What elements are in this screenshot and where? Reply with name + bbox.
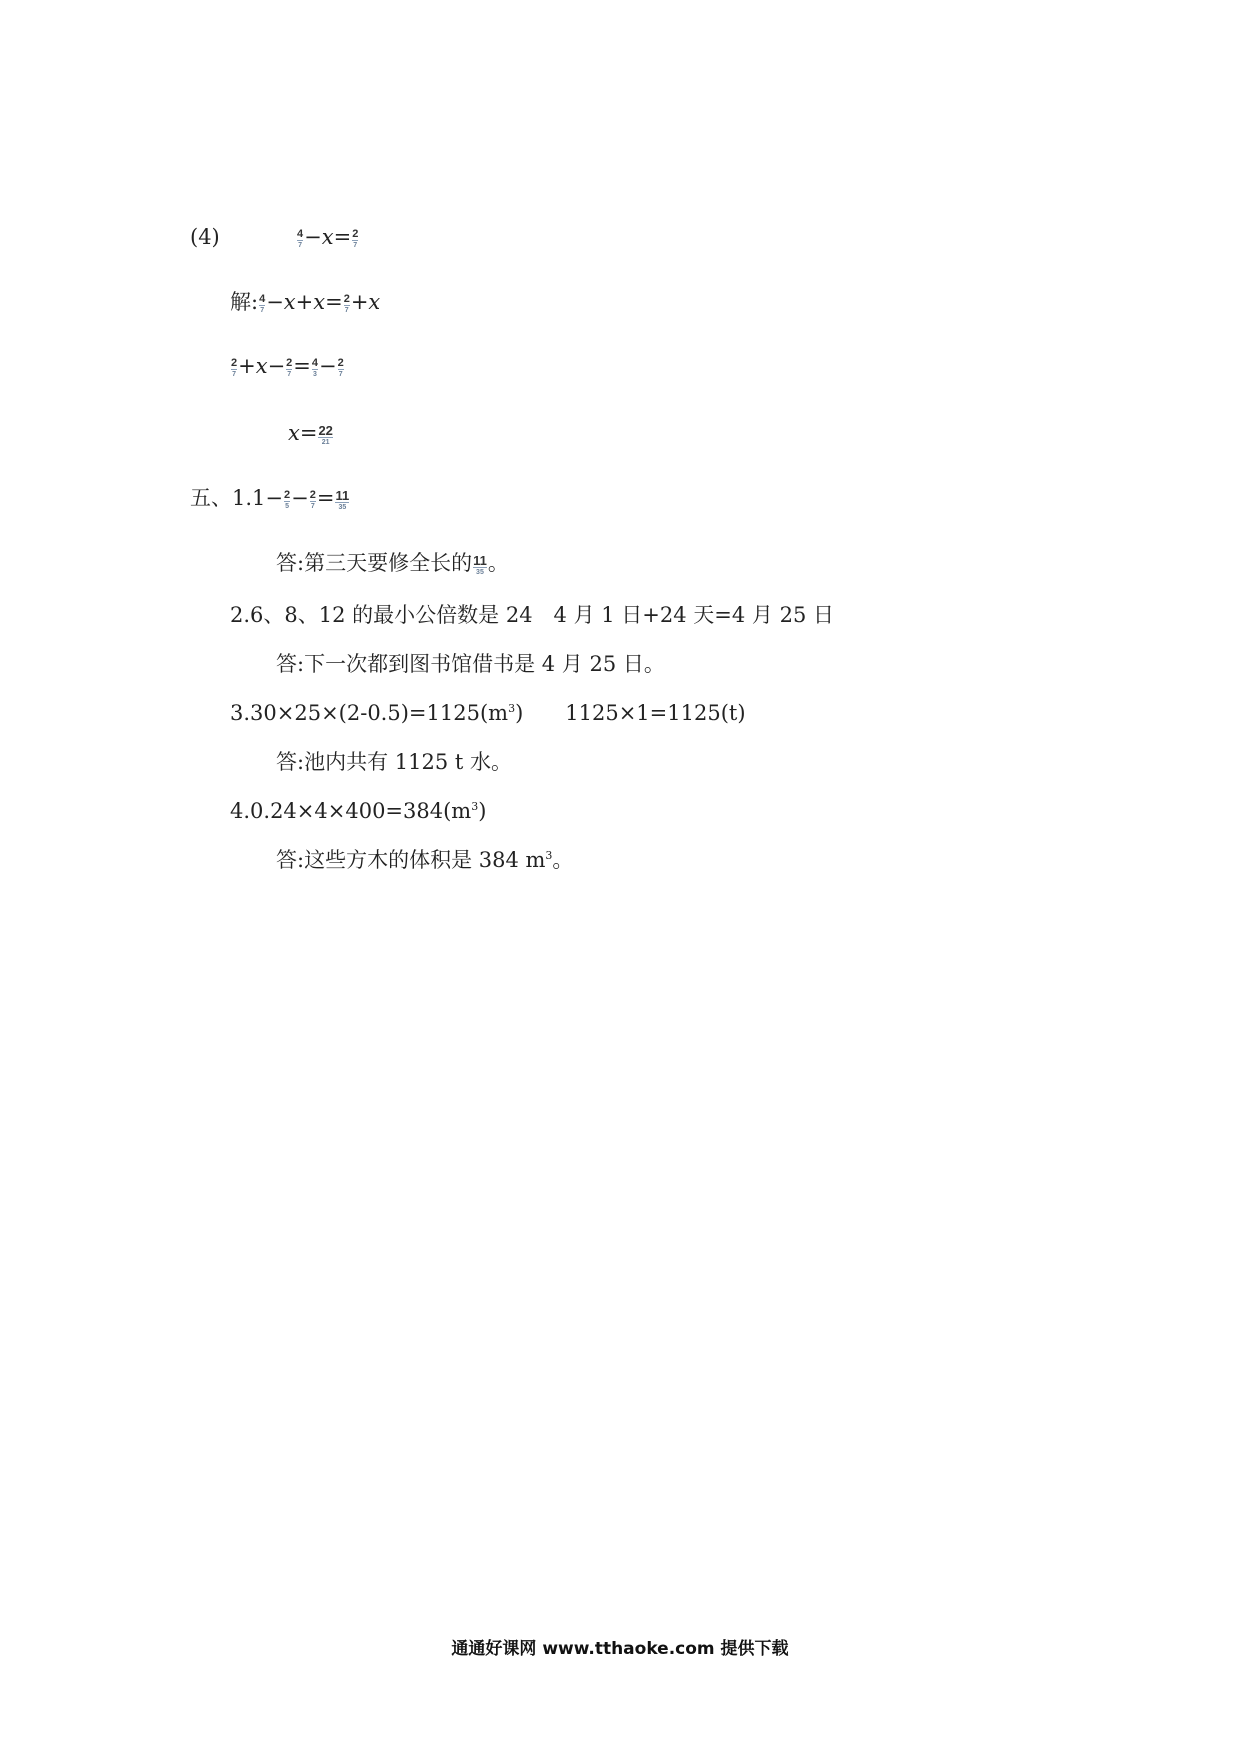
fraction: 11 35 (473, 552, 487, 576)
answer-2: 答:下一次都到图书馆借书是 4 月 25 日。 (276, 652, 665, 676)
fraction: 2 7 (343, 292, 350, 314)
fraction: 2 7 (309, 488, 316, 510)
q4-label: (4) (190, 225, 220, 249)
fraction: 4 7 (297, 227, 304, 249)
problem-3: $3.30\times 25\times(2-0.5)=1125(m^3)$ 1125×1=1125(t) (230, 701, 746, 725)
answer-4: 答:这些方木的体积是 384 $m^3$。 (276, 848, 574, 872)
fraction: 2 7 (286, 356, 293, 378)
fraction: 2 7 (231, 356, 238, 378)
q4-equation: 4 7 −x= 2 7 (297, 225, 359, 249)
fraction: 11 35 (335, 487, 350, 511)
q4-step2: 2 7 +x− 2 7 = 4 3 − 2 7 (231, 354, 344, 378)
section5-problem1: 五、1.1− 2 5 − 2 7 = 11 35 (190, 486, 350, 511)
answer-3: 答:池内共有 1125 t 水。 (276, 750, 512, 774)
fraction: 2 7 (352, 227, 359, 249)
q4-step1: 解: 4 7 −x+x= 2 7 +x (230, 290, 381, 314)
problem-4: $4.0.24\times 4\times 400=384(m^3)$ (230, 799, 487, 823)
footer-credit: 通通好课网 www.tthaoke.com 提供下载 (451, 1639, 789, 1659)
fraction: 22 21 (318, 422, 333, 446)
fraction: 4 3 (311, 356, 319, 378)
answer-1: 答:第三天要修全长的 11 35 。 (276, 551, 509, 576)
fraction: 2 7 (337, 356, 344, 378)
problem-2: 2.6、8、12 的最小公倍数是 24 4 月 1 日+24 天=4 月 25 日 (230, 603, 834, 627)
fraction: 2 5 (284, 488, 291, 510)
q4-step3: x= 22 21 (288, 421, 333, 446)
fraction: 4 7 (259, 292, 266, 314)
